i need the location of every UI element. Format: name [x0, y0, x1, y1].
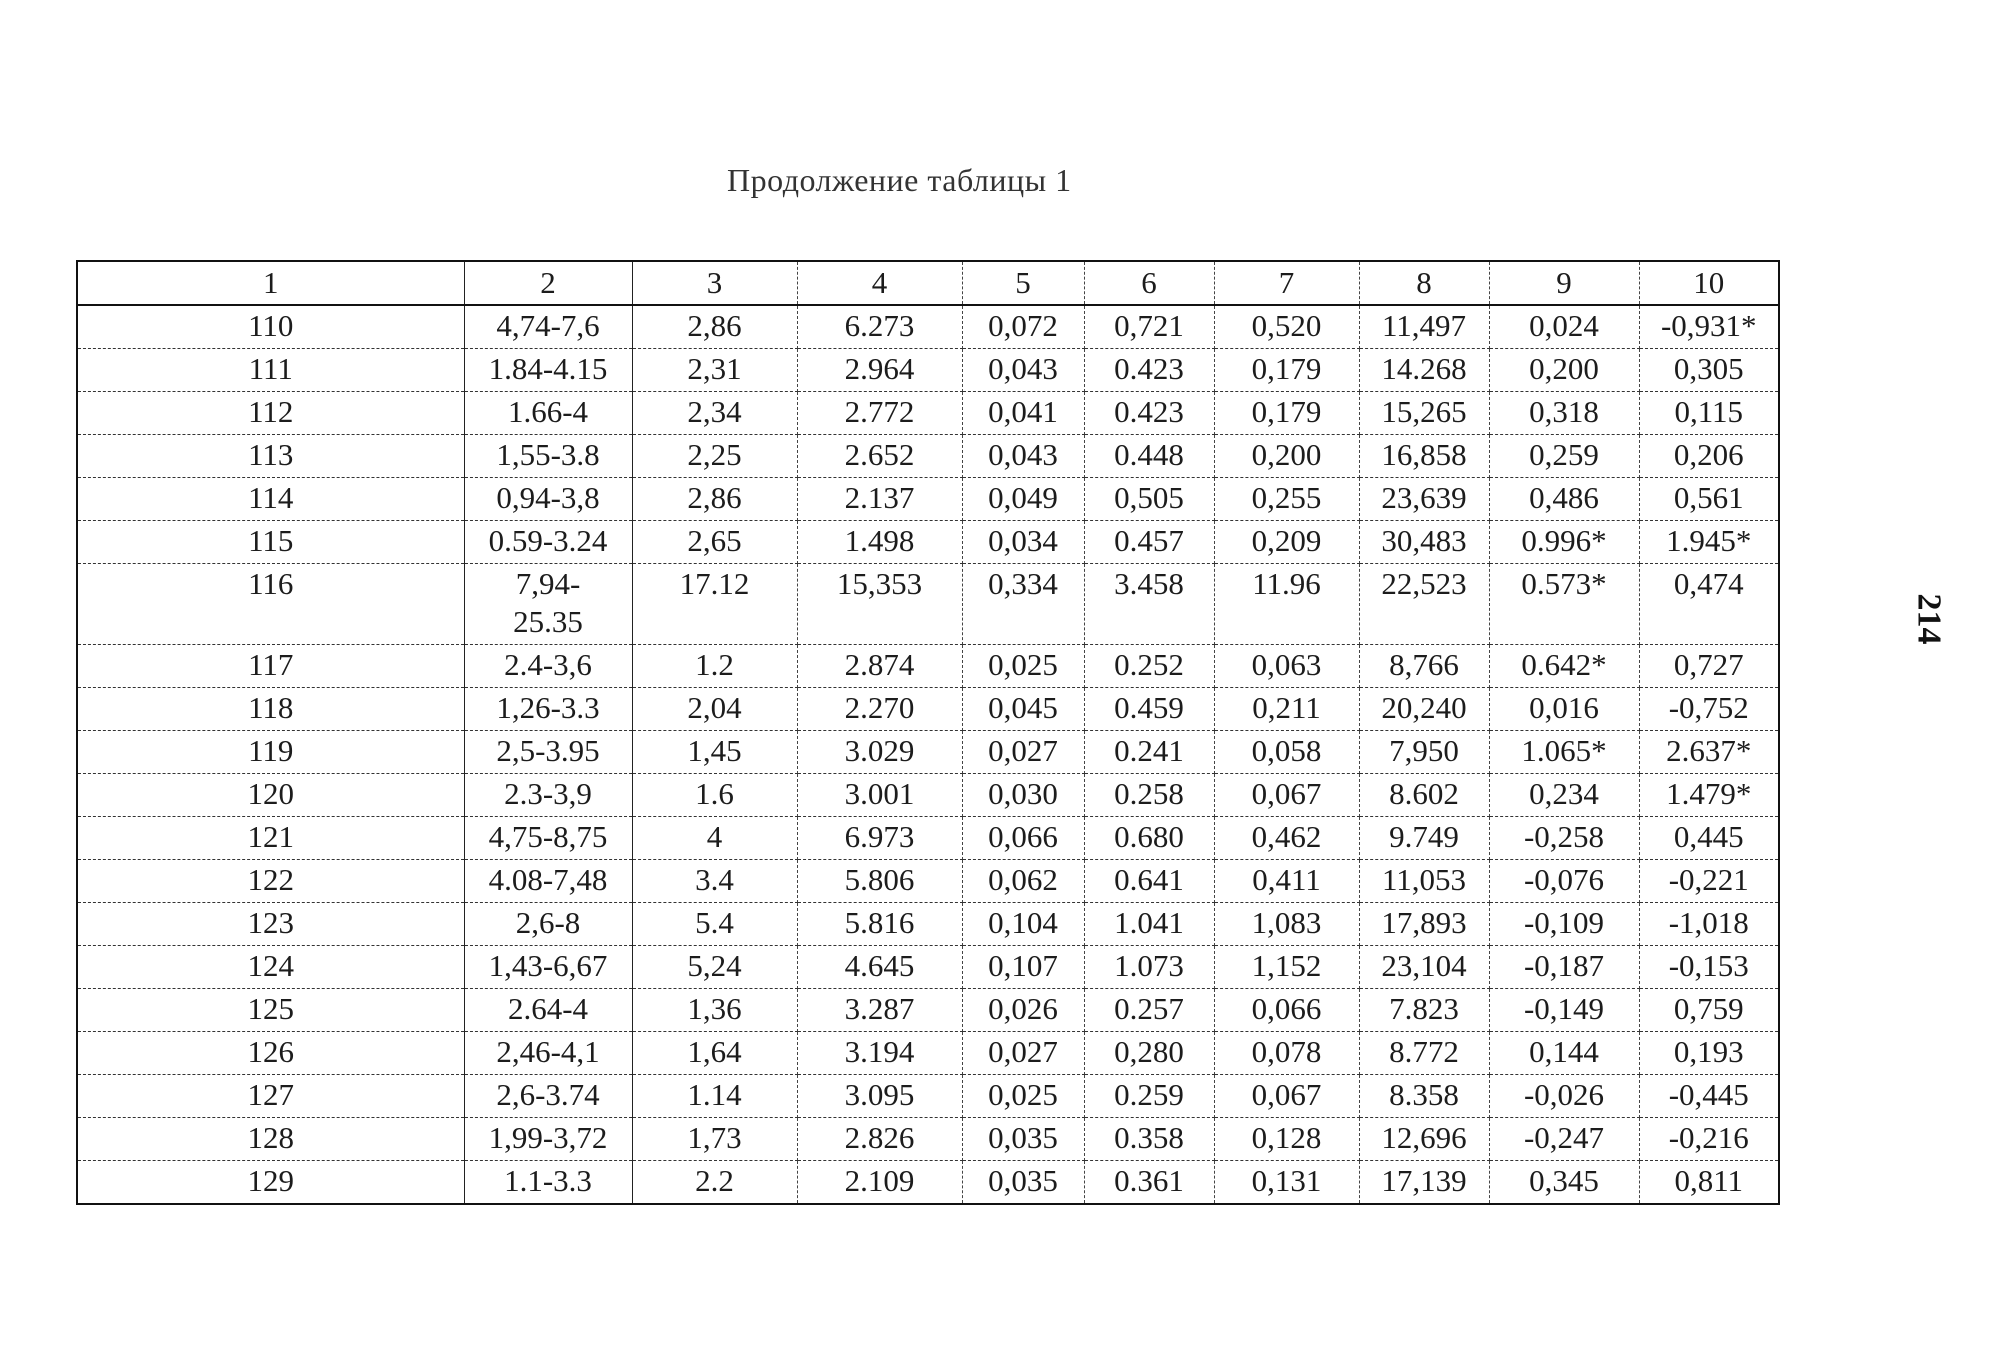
- table-cell-col-2: 1.1-3.3: [464, 1161, 632, 1205]
- table-cell-col-3: 3.4: [632, 860, 797, 903]
- table-cell-col-3: 1,36: [632, 989, 797, 1032]
- table-body: [77, 261, 1779, 1204]
- table-cell-col-3: 1,64: [632, 1032, 797, 1075]
- table-row: [77, 731, 1779, 774]
- table-cell-col-9: 1.065*: [1489, 731, 1639, 774]
- table-cell-col-5: 0,034: [962, 521, 1084, 564]
- table-cell-col-10: -0,221: [1639, 860, 1779, 903]
- table-cell-col-7: 0,128: [1214, 1118, 1359, 1161]
- table-cell-col-4: 6.973: [797, 817, 962, 860]
- table-row: [77, 1118, 1779, 1161]
- table-cell-col-2: 2.64-4: [464, 989, 632, 1032]
- table-cell-col-3: 2,25: [632, 435, 797, 478]
- table-cell-col-9: 0,016: [1489, 688, 1639, 731]
- table-cell-col-7: 0,067: [1214, 1075, 1359, 1118]
- table-cell-col-6: 1.041: [1084, 903, 1214, 946]
- table-cell-col-2: 7,94-25.35: [464, 564, 632, 645]
- table-cell-col-7: 0,078: [1214, 1032, 1359, 1075]
- table-cell-col-1: 127: [77, 1075, 464, 1118]
- table-cell-col-8: 12,696: [1359, 1118, 1489, 1161]
- table-cell-col-10: -0,445: [1639, 1075, 1779, 1118]
- table-cell-col-10: -1,018: [1639, 903, 1779, 946]
- table-cell-col-5: 0,043: [962, 349, 1084, 392]
- table-cell-col-3: 1.14: [632, 1075, 797, 1118]
- table-cell-col-2: 2.4-3,6: [464, 645, 632, 688]
- table-cell-col-10: 1.945*: [1639, 521, 1779, 564]
- table-row: [77, 989, 1779, 1032]
- table-cell-col-8: 23,104: [1359, 946, 1489, 989]
- table-cell-col-2: 2,6-8: [464, 903, 632, 946]
- table-cell-col-1: 113: [77, 435, 464, 478]
- column-header-5: 5: [962, 261, 1084, 305]
- table-cell-col-7: 0,200: [1214, 435, 1359, 478]
- column-header-6: 6: [1084, 261, 1214, 305]
- table-cell-col-8: 7,950: [1359, 731, 1489, 774]
- table-cell-col-3: 17.12: [632, 564, 797, 645]
- table-cell-col-5: 0,041: [962, 392, 1084, 435]
- table-cell-col-6: 0.361: [1084, 1161, 1214, 1205]
- column-header-4: 4: [797, 261, 962, 305]
- table-row: [77, 564, 1779, 645]
- table-header-row: [77, 261, 1779, 305]
- table-cell-col-6: 1.073: [1084, 946, 1214, 989]
- table-cell-col-1: 112: [77, 392, 464, 435]
- table-cell-col-10: -0,153: [1639, 946, 1779, 989]
- table-cell-col-9: 0,200: [1489, 349, 1639, 392]
- column-header-2: 2: [464, 261, 632, 305]
- table-cell-col-9: -0,258: [1489, 817, 1639, 860]
- table-cell-col-8: 15,265: [1359, 392, 1489, 435]
- table-row: [77, 1161, 1779, 1205]
- table-cell-col-10: 0,206: [1639, 435, 1779, 478]
- table-cell-col-1: 123: [77, 903, 464, 946]
- table-cell-col-1: 120: [77, 774, 464, 817]
- table-cell-col-1: 118: [77, 688, 464, 731]
- table-cell-col-2: 0.59-3.24: [464, 521, 632, 564]
- table-cell-col-4: 2.964: [797, 349, 962, 392]
- table-cell-col-10: -0,931*: [1639, 305, 1779, 349]
- table-cell-col-10: 0,811: [1639, 1161, 1779, 1205]
- table-cell-col-10: 0,561: [1639, 478, 1779, 521]
- table-cell-col-4: 15,353: [797, 564, 962, 645]
- table-cell-col-1: 124: [77, 946, 464, 989]
- table-cell-col-4: 3.194: [797, 1032, 962, 1075]
- table-cell-col-1: 121: [77, 817, 464, 860]
- table-cell-col-8: 22,523: [1359, 564, 1489, 645]
- table-row: [77, 1032, 1779, 1075]
- table-cell-col-2: 1,55-3.8: [464, 435, 632, 478]
- table-row: [77, 478, 1779, 521]
- table-cell-col-3: 2.2: [632, 1161, 797, 1205]
- table-cell-col-7: 0,063: [1214, 645, 1359, 688]
- table-cell-col-6: 0,505: [1084, 478, 1214, 521]
- table-cell-col-5: 0,334: [962, 564, 1084, 645]
- table-cell-col-9: 0.996*: [1489, 521, 1639, 564]
- table-cell-col-2: 1.84-4.15: [464, 349, 632, 392]
- table-row: [77, 946, 1779, 989]
- table-cell-col-9: -0,026: [1489, 1075, 1639, 1118]
- table-cell-col-5: 0,027: [962, 731, 1084, 774]
- table-cell-col-4: 3.001: [797, 774, 962, 817]
- table-cell-col-5: 0,026: [962, 989, 1084, 1032]
- table-cell-col-2: 1,43-6,67: [464, 946, 632, 989]
- table-cell-col-1: 119: [77, 731, 464, 774]
- table-row: [77, 774, 1779, 817]
- table-cell-col-8: 23,639: [1359, 478, 1489, 521]
- table-cell-col-5: 0,049: [962, 478, 1084, 521]
- table-cell-col-3: 2,34: [632, 392, 797, 435]
- table-cell-col-3: 2,04: [632, 688, 797, 731]
- column-header-8: 8: [1359, 261, 1489, 305]
- table-cell-col-4: 2.772: [797, 392, 962, 435]
- table-cell-col-9: -0,149: [1489, 989, 1639, 1032]
- table-cell-col-10: 0,115: [1639, 392, 1779, 435]
- table-cell-col-5: 0,072: [962, 305, 1084, 349]
- table-cell-col-4: 2.874: [797, 645, 962, 688]
- table-cell-col-6: 0.241: [1084, 731, 1214, 774]
- table-cell-col-7: 0,462: [1214, 817, 1359, 860]
- table-cell-col-3: 2,65: [632, 521, 797, 564]
- table-cell-col-8: 11,497: [1359, 305, 1489, 349]
- table-cell-col-2: 2,5-3.95: [464, 731, 632, 774]
- table-cell-col-10: -0,216: [1639, 1118, 1779, 1161]
- table-cell-col-7: 0,179: [1214, 392, 1359, 435]
- table-cell-col-7: 0,211: [1214, 688, 1359, 731]
- table-cell-col-4: 1.498: [797, 521, 962, 564]
- table-cell-col-4: 2.109: [797, 1161, 962, 1205]
- table-cell-col-3: 4: [632, 817, 797, 860]
- table-cell-col-6: 0.358: [1084, 1118, 1214, 1161]
- table-cell-col-3: 1,45: [632, 731, 797, 774]
- table-cell-col-3: 1.6: [632, 774, 797, 817]
- table-cell-col-10: 0,193: [1639, 1032, 1779, 1075]
- table-cell-col-8: 9.749: [1359, 817, 1489, 860]
- table-cell-col-1: 128: [77, 1118, 464, 1161]
- table-cell-col-3: 1,73: [632, 1118, 797, 1161]
- table-cell-col-4: 6.273: [797, 305, 962, 349]
- table-cell-col-6: 3.458: [1084, 564, 1214, 645]
- table-row: [77, 860, 1779, 903]
- table-cell-col-1: 116: [77, 564, 464, 645]
- table-cell-col-2: 2,6-3.74: [464, 1075, 632, 1118]
- table-cell-col-5: 0,025: [962, 645, 1084, 688]
- table-cell-col-8: 20,240: [1359, 688, 1489, 731]
- table-cell-col-5: 0,035: [962, 1161, 1084, 1205]
- column-header-9: 9: [1489, 261, 1639, 305]
- table-cell-col-7: 0,411: [1214, 860, 1359, 903]
- data-table: [76, 260, 1780, 1205]
- table-cell-col-10: 1.479*: [1639, 774, 1779, 817]
- table-cell-col-5: 0,043: [962, 435, 1084, 478]
- table-cell-col-2: 4,75-8,75: [464, 817, 632, 860]
- table-row: [77, 817, 1779, 860]
- table-cell-col-2: 4,74-7,6: [464, 305, 632, 349]
- table-cell-col-6: 0,721: [1084, 305, 1214, 349]
- table-cell-col-8: 8.772: [1359, 1032, 1489, 1075]
- table-cell-col-7: 0,131: [1214, 1161, 1359, 1205]
- column-header-7: 7: [1214, 261, 1359, 305]
- table-cell-col-9: 0,345: [1489, 1161, 1639, 1205]
- table-cell-col-10: 0,445: [1639, 817, 1779, 860]
- table-cell-col-1: 115: [77, 521, 464, 564]
- table-cell-col-4: 5.816: [797, 903, 962, 946]
- table-cell-col-7: 1,083: [1214, 903, 1359, 946]
- table-cell-col-9: -0,076: [1489, 860, 1639, 903]
- table-caption: Продолжение таблицы 1: [727, 162, 1072, 198]
- table-cell-col-5: 0,107: [962, 946, 1084, 989]
- table-cell-col-8: 30,483: [1359, 521, 1489, 564]
- table-cell-col-4: 4.645: [797, 946, 962, 989]
- page-number: 214: [1910, 593, 1948, 645]
- table-cell-col-7: 0,209: [1214, 521, 1359, 564]
- table-cell-col-4: 3.095: [797, 1075, 962, 1118]
- table-cell-col-3: 1.2: [632, 645, 797, 688]
- table-cell-col-6: 0.457: [1084, 521, 1214, 564]
- table-row: [77, 903, 1779, 946]
- table-cell-col-10: 0,305: [1639, 349, 1779, 392]
- table-row: [77, 521, 1779, 564]
- table-cell-col-6: 0.423: [1084, 349, 1214, 392]
- table-cell-col-10: -0,752: [1639, 688, 1779, 731]
- table-cell-col-6: 0.448: [1084, 435, 1214, 478]
- table-cell-col-5: 0,030: [962, 774, 1084, 817]
- table-cell-col-1: 114: [77, 478, 464, 521]
- table-cell-col-7: 1,152: [1214, 946, 1359, 989]
- table-cell-col-2: 2.3-3,9: [464, 774, 632, 817]
- table-cell-col-8: 17,893: [1359, 903, 1489, 946]
- table-cell-col-7: 0,067: [1214, 774, 1359, 817]
- table-cell-col-8: 8.602: [1359, 774, 1489, 817]
- table-cell-col-5: 0,104: [962, 903, 1084, 946]
- table-cell-col-2: 2,46-4,1: [464, 1032, 632, 1075]
- table-cell-col-7: 0,520: [1214, 305, 1359, 349]
- table-cell-col-5: 0,027: [962, 1032, 1084, 1075]
- table-cell-col-8: 7.823: [1359, 989, 1489, 1032]
- table-cell-col-8: 16,858: [1359, 435, 1489, 478]
- table-cell-col-6: 0.459: [1084, 688, 1214, 731]
- table-cell-col-1: 129: [77, 1161, 464, 1205]
- table-cell-col-10: 0,759: [1639, 989, 1779, 1032]
- table-cell-col-9: 0,024: [1489, 305, 1639, 349]
- table-row: [77, 1075, 1779, 1118]
- table-cell-col-9: -0,109: [1489, 903, 1639, 946]
- column-header-10: 10: [1639, 261, 1779, 305]
- table-cell-col-6: 0.257: [1084, 989, 1214, 1032]
- table-cell-col-3: 5,24: [632, 946, 797, 989]
- table-cell-col-9: 0,318: [1489, 392, 1639, 435]
- table-cell-col-3: 2,86: [632, 478, 797, 521]
- table-cell-col-2: 4.08-7,48: [464, 860, 632, 903]
- table-cell-col-5: 0,066: [962, 817, 1084, 860]
- table-cell-col-1: 125: [77, 989, 464, 1032]
- table-cell-col-2: 0,94-3,8: [464, 478, 632, 521]
- table-cell-col-4: 2.270: [797, 688, 962, 731]
- table-cell-col-4: 3.029: [797, 731, 962, 774]
- table-cell-col-6: 0.641: [1084, 860, 1214, 903]
- table-cell-col-6: 0.259: [1084, 1075, 1214, 1118]
- table-row: [77, 392, 1779, 435]
- table-cell-col-7: 0,179: [1214, 349, 1359, 392]
- column-header-1: 1: [77, 261, 464, 305]
- table-cell-col-5: 0,025: [962, 1075, 1084, 1118]
- table-cell-col-6: 0.680: [1084, 817, 1214, 860]
- table-cell-col-7: 11.96: [1214, 564, 1359, 645]
- table-cell-col-9: -0,247: [1489, 1118, 1639, 1161]
- table-cell-col-4: 2.826: [797, 1118, 962, 1161]
- table-cell-col-9: 0,144: [1489, 1032, 1639, 1075]
- table-cell-col-9: 0,486: [1489, 478, 1639, 521]
- table-cell-col-9: 0,234: [1489, 774, 1639, 817]
- table-cell-col-7: 0,066: [1214, 989, 1359, 1032]
- table-row: [77, 688, 1779, 731]
- table-cell-col-1: 111: [77, 349, 464, 392]
- table-cell-col-1: 122: [77, 860, 464, 903]
- column-header-3: 3: [632, 261, 797, 305]
- table-cell-col-10: 0,727: [1639, 645, 1779, 688]
- table-cell-col-9: 0.642*: [1489, 645, 1639, 688]
- table-cell-col-2: 1,26-3.3: [464, 688, 632, 731]
- table-cell-col-6: 0.258: [1084, 774, 1214, 817]
- table-cell-col-1: 117: [77, 645, 464, 688]
- table-row: [77, 435, 1779, 478]
- table-cell-col-10: 0,474: [1639, 564, 1779, 645]
- table-cell-col-4: 3.287: [797, 989, 962, 1032]
- table-row: [77, 305, 1779, 349]
- table-cell-col-8: 17,139: [1359, 1161, 1489, 1205]
- table-cell-col-1: 110: [77, 305, 464, 349]
- table-cell-col-9: -0,187: [1489, 946, 1639, 989]
- table-cell-col-3: 5.4: [632, 903, 797, 946]
- table-row: [77, 349, 1779, 392]
- table-cell-col-5: 0,035: [962, 1118, 1084, 1161]
- table-cell-col-10: 2.637*: [1639, 731, 1779, 774]
- table-cell-col-6: 0.423: [1084, 392, 1214, 435]
- table-cell-col-6: 0.252: [1084, 645, 1214, 688]
- table-cell-col-4: 2.652: [797, 435, 962, 478]
- table-row: [77, 645, 1779, 688]
- table-cell-col-4: 2.137: [797, 478, 962, 521]
- table-cell-col-4: 5.806: [797, 860, 962, 903]
- table-cell-col-1: 126: [77, 1032, 464, 1075]
- table-cell-col-3: 2,31: [632, 349, 797, 392]
- table-cell-col-3: 2,86: [632, 305, 797, 349]
- table-cell-col-9: 0,259: [1489, 435, 1639, 478]
- table-cell-col-8: 11,053: [1359, 860, 1489, 903]
- table-cell-col-6: 0,280: [1084, 1032, 1214, 1075]
- table-cell-col-5: 0,062: [962, 860, 1084, 903]
- table-cell-col-9: 0.573*: [1489, 564, 1639, 645]
- table-cell-col-7: 0,058: [1214, 731, 1359, 774]
- table-cell-col-5: 0,045: [962, 688, 1084, 731]
- table-cell-col-7: 0,255: [1214, 478, 1359, 521]
- table-cell-col-2: 1.66-4: [464, 392, 632, 435]
- table-cell-col-2: 1,99-3,72: [464, 1118, 632, 1161]
- table-cell-col-8: 14.268: [1359, 349, 1489, 392]
- table-cell-col-8: 8,766: [1359, 645, 1489, 688]
- table-cell-col-8: 8.358: [1359, 1075, 1489, 1118]
